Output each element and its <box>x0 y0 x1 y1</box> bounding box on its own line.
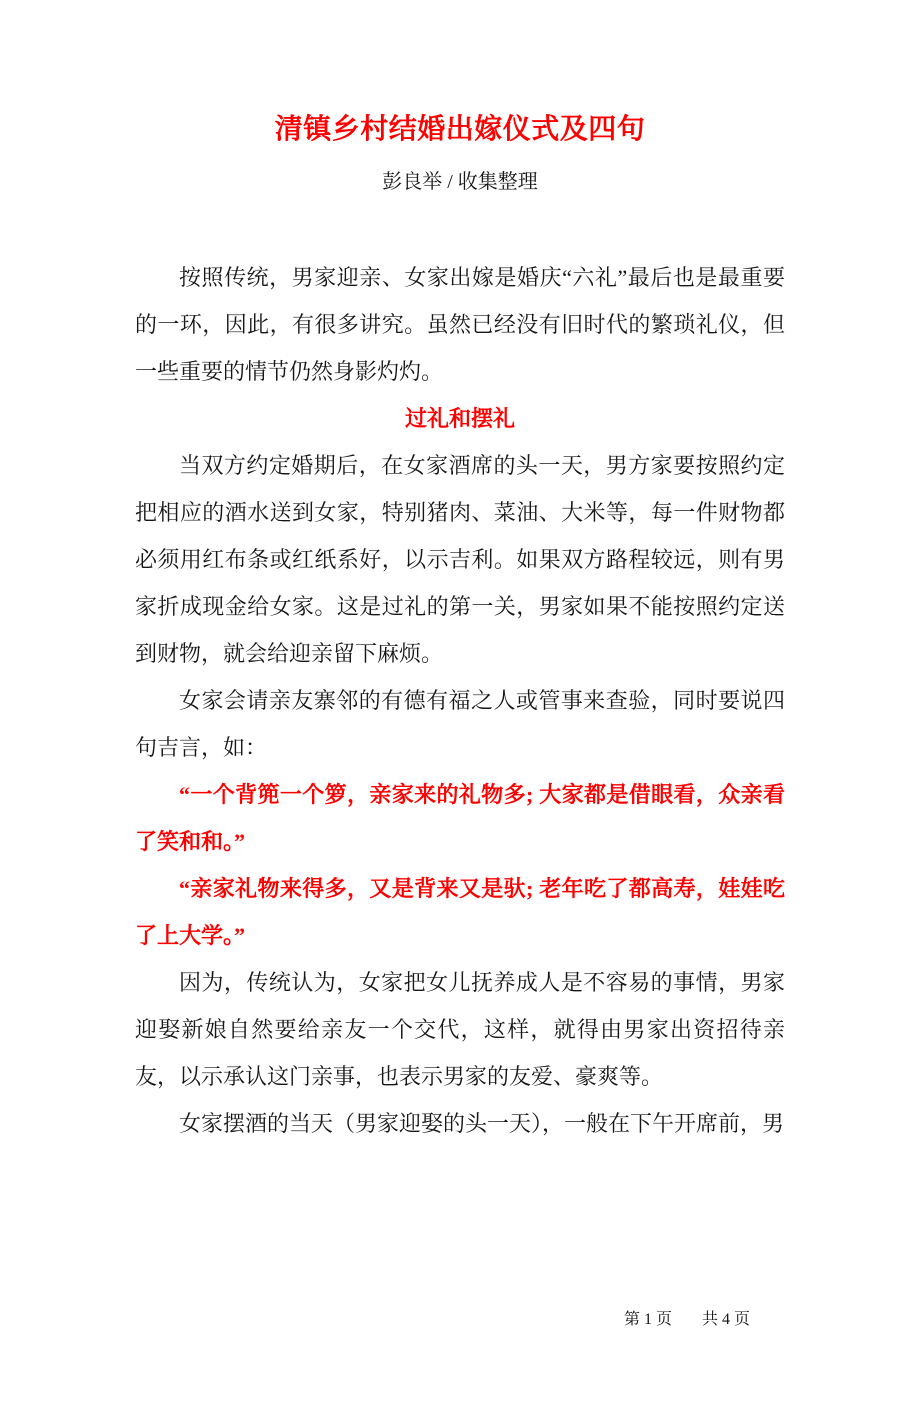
page-number-label: 第 1 页 <box>623 1311 672 1328</box>
page-footer <box>624 1310 750 1330</box>
paragraph-explanation: 因为，传统认为，女家把女儿抚养成人是不容易的事情，男家迎娶新娘自然要给亲友一个交代，这样，就得由男家出资招待亲友，以示承认这门亲事，也表示男家的友爱、豪爽等。 <box>135 970 785 1089</box>
paragraph-intro: 按照传统，男家迎亲、女家出嫁是婚庆“六礼”最后也是最重要的一环，因此，有很多讲究。虽然已经没有旧时代的繁琐礼仪，但一些重要的情节仍然身影灼灼。 <box>135 265 786 384</box>
paragraph-jiyan-intro: 女家会请亲友寨邻的有德有福之人或管事来查验，同时要说四句吉言，如： <box>135 688 785 760</box>
byline: 彭良举 / 收集整理 <box>382 171 538 193</box>
paragraph-banquet-day: 女家摆酒的当天（男家迎娶的头一天），一般在下午开席前，男 <box>179 1111 785 1136</box>
quote-verse-1: “一个背篼一个箩，亲家来的礼物多; 大家都是借眼看，众亲看了笑和和。” <box>135 782 785 854</box>
quote-verse-2: “亲家礼物来得多，又是背来又是驮; 老年吃了都高寿，娃娃吃了上大学。” <box>135 876 785 948</box>
document-title: 清镇乡村结婚出嫁仪式及四句 <box>274 114 646 145</box>
document-page <box>0 108 920 1410</box>
paragraph-guoli: 当双方约定婚期后，在女家酒席的头一天，男方家要按照约定把相应的酒水送到女家，特别猪肉、菜油、大米等，每一件财物都必须用红布条或红纸系好，以示吉利。如果双方路程较远，则有男家折成现金给女家。这是过礼的第一关，男家如果不能按照约定送到财物，就会给迎亲留下麻烦。 <box>135 453 785 666</box>
total-pages-label: 共 4 页 <box>701 1311 750 1328</box>
section-heading: 过礼和摆礼 <box>404 406 515 431</box>
document-body <box>135 254 785 1147</box>
